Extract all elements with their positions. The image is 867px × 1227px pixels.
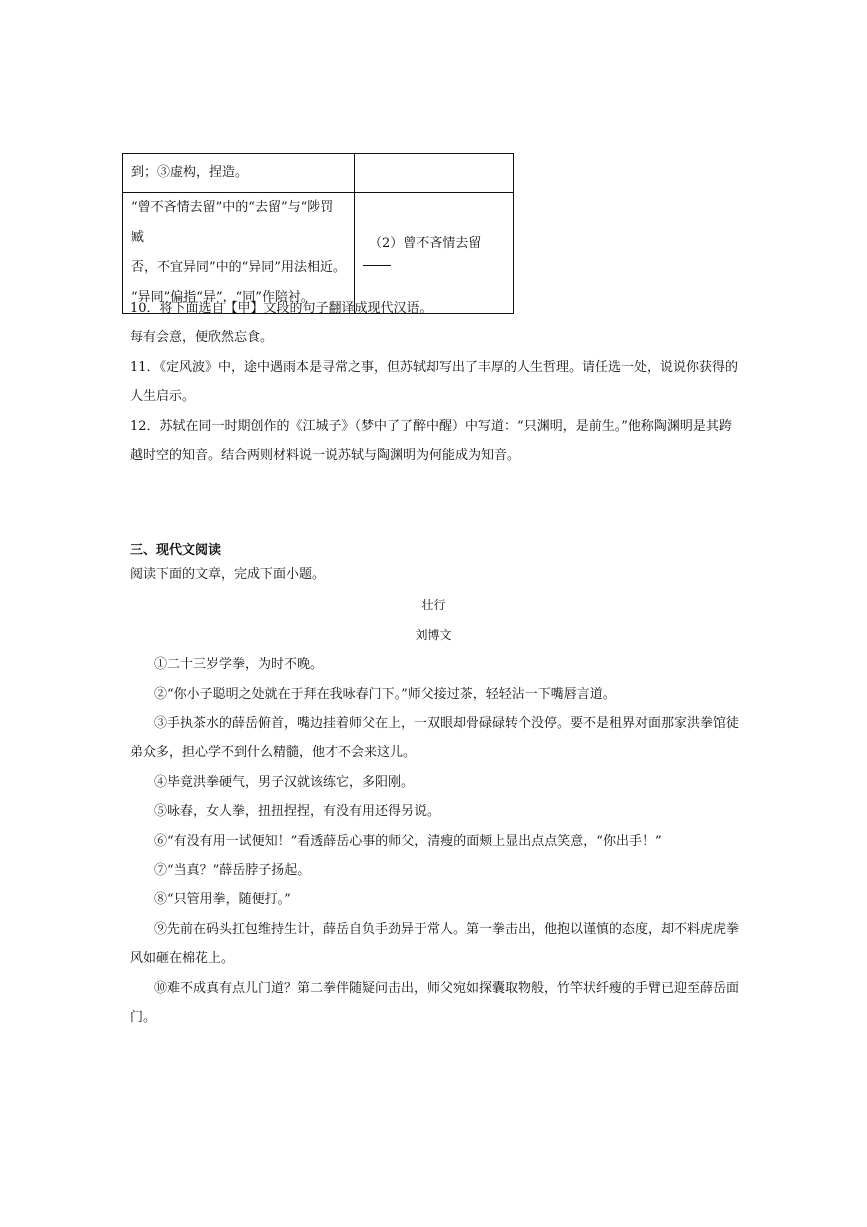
table-cell <box>355 193 514 314</box>
article-author: 刘博文 <box>415 628 452 642</box>
question-11-line-1: 11．《定风波》中，途中遇雨本是寻常之事，但苏轼却写出了丰厚的人生哲理。请任选一处，说说你获得的 <box>130 360 739 375</box>
cell-text-line: “曾不吝情去留”中的“去留”与“陟罚臧 <box>131 200 334 245</box>
question-12-line-2: 越时空的知音。结合两则材料说一说苏轼与陶渊明为何能成为知音。 <box>130 448 521 463</box>
table-row <box>123 154 514 193</box>
cell-text: （2）曾不吝情去留 <box>369 235 482 251</box>
article-title: 壮行 <box>421 598 446 612</box>
table-row <box>123 193 514 314</box>
article-paragraph: ④毕竟洪拳硬气，男子汉就该练它，多阳刚。 <box>154 775 415 790</box>
article-paragraph: ③手执茶水的薛岳俯首，嘴边挂着师父在上，一双眼却骨碌碌转个没停。要不是租界对面那家洪拳馆徒弟众多，担心学不到什么精髓，他才不会来这儿。 <box>130 716 740 760</box>
table-cell <box>123 193 355 314</box>
article-paragraph: ⑦“当真？”薛岳脖子扬起。 <box>154 863 311 878</box>
answer-blank[interactable] <box>363 253 391 266</box>
article-paragraph: ⑥“有没有用一试便知！”看透薛岳心事的师父，清瘦的面颊上显出点点笑意，“你出手！” <box>154 834 662 849</box>
question-12-line-1: 12．苏轼在同一时期创作的《江城子》（梦中了了醉中醒）中写道：“只渊明，是前生。”他称陶渊明是其跨 <box>130 419 732 434</box>
answer-table <box>122 153 514 314</box>
cell-text-line: “异同”偏指“异”，“同”作陪衬。 <box>131 290 314 305</box>
cell-text-line: 否，不宜异同”中的“异同”用法相近。 <box>131 260 346 275</box>
article-paragraph: ⑨先前在码头扛包维持生计，薛岳自负手劲异于常人。第一拳击出，他抱以谨慎的态度，却不料虎虎拳风如砸在棉花上。 <box>130 922 740 966</box>
article-paragraph: ②“你小子聪明之处就在于拜在我咏春门下。”师父接过茶，轻轻沾一下嘴唇言道。 <box>154 687 616 702</box>
article-paragraph: ⑧“只管用拳，随便打。” <box>154 892 291 907</box>
section-heading: 三、现代文阅读 <box>130 543 222 558</box>
table-cell <box>123 154 355 193</box>
article-paragraph: ⑤咏春，女人拳，扭扭捏捏，有没有用还得另说。 <box>154 804 441 819</box>
question-10: 10．将下面选自【甲】文段的句子翻译成现代汉语。 <box>130 301 433 316</box>
table-cell <box>355 154 514 193</box>
cell-text: 到；③虚构，捏造。 <box>131 165 249 181</box>
article-paragraph: ①二十三岁学拳，为时不晚。 <box>154 657 324 672</box>
article-paragraph: ⑩难不成真有点儿门道？第二拳伴随疑问击出，师父宛如探囊取物般，竹竿状纤瘦的手臂已迎至薛岳面门。 <box>130 981 740 1025</box>
question-11-line-2: 人生启示。 <box>130 389 196 404</box>
question-10-sentence: 每有会意，便欣然忘食。 <box>130 330 274 345</box>
section-instruction: 阅读下面的文章，完成下面小题。 <box>130 567 326 582</box>
